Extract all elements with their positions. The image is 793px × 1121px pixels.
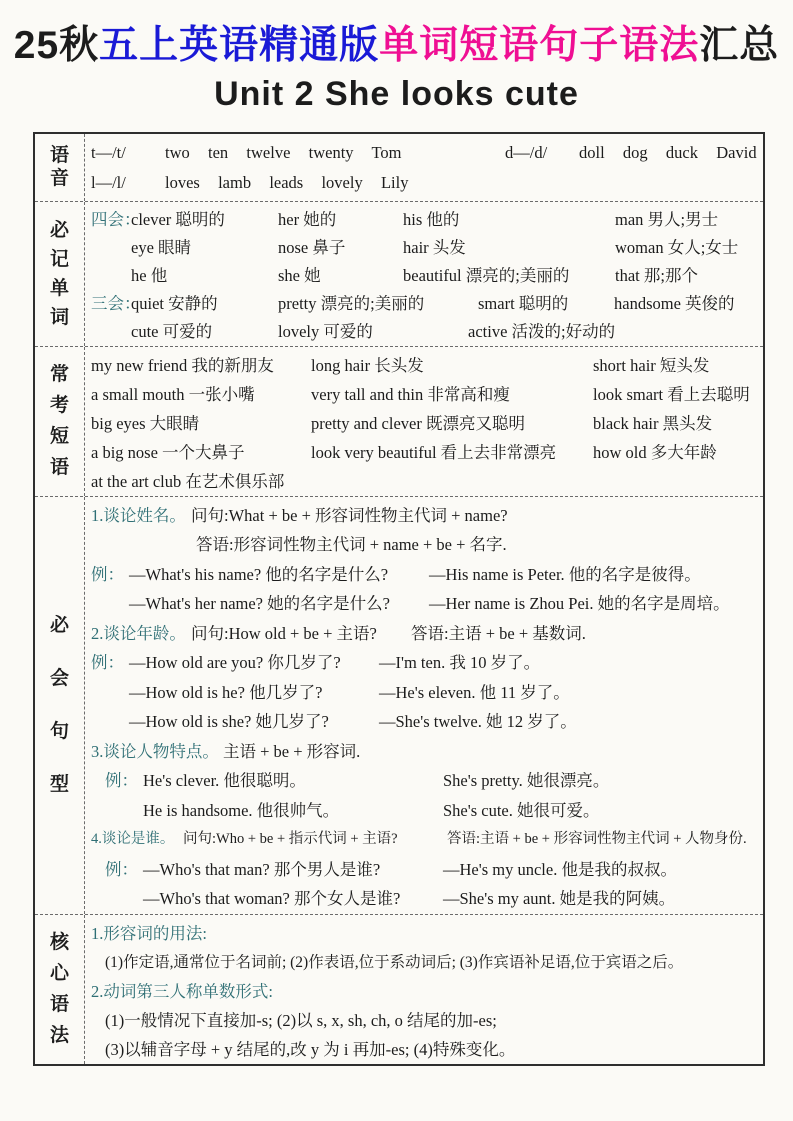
text-segment: woman 女人;女士 [615,237,739,257]
text-segment: —How old is she? 她几岁了? [129,712,329,732]
accent-text: 1.谈论姓名。 [91,505,186,525]
text-segment: —She's my aunt. 她是我的阿姨。 [443,889,676,909]
row-content [85,915,763,1064]
text-segment: lovely 可爱的 [278,321,373,341]
content-line [91,1035,757,1064]
content-line [91,318,757,346]
accent-text: 三会： [91,293,141,313]
row-label [35,497,85,914]
content-line [91,919,757,948]
row-content [85,134,763,201]
accent-text: 四会： [91,209,141,229]
row-label [35,134,85,201]
accent-text: 例： [91,564,124,584]
content-line [91,530,757,560]
table-row [35,201,763,346]
text-segment: a big nose 一个大鼻子 [91,442,245,462]
content-line [91,1006,757,1035]
text-segment: look very beautiful 看上去非常漂亮 [311,442,557,462]
text-segment: —I'm ten. 我 10 岁了。 [379,653,541,673]
text-segment: quiet 安静的 [131,293,218,313]
label-char: 会 [49,668,69,690]
text-segment: eye 眼睛 [131,237,192,257]
text-segment: (1)一般情况下直接加-s; (2)以 s, x, sh, ch, o 结尾的加-es; [105,1010,497,1030]
text-segment: l—/l/ [91,172,126,192]
label-char: 记 [49,248,69,270]
text-segment: (1)作定语,通常位于名词前; (2)作表语,位于系动词后; (3)作宾语补足语,位于宾语之后。 [105,953,684,971]
content-line [91,766,757,796]
text-segment: —What's his name? 他的名字是什么? [129,564,389,584]
text-segment: very tall and thin 非常高和瘦 [311,384,510,404]
text-segment: —She's twelve. 她 12 岁了。 [379,712,577,732]
text-segment: loves lamb leads lovely Lily [165,172,409,192]
text-segment: at the art club 在艺术俱乐部 [91,471,285,491]
text-segment: —He's my uncle. 他是我的叔叔。 [443,859,677,879]
text-segment: 问句:Who + be + 指示代词 + 主语? [183,831,398,848]
label-char: 词 [49,306,69,328]
content-line [91,737,757,767]
content-line [91,467,757,496]
text-segment: cute 可爱的 [131,321,213,341]
content-line [91,825,757,855]
text-segment: smart 聪明的 [478,293,569,313]
content-line [91,438,757,467]
content-line [91,351,757,380]
content-line [91,796,757,826]
label-char: 型 [49,774,69,796]
content-line [91,678,757,708]
content-line [91,855,757,885]
text-segment: He's clever. 他很聪明。 [143,771,306,791]
text-segment: —What's her name? 她的名字是什么? [129,594,390,614]
text-segment: She's cute. 她很可爱。 [443,800,600,820]
text-segment: short hair 短头发 [593,355,710,375]
accent-text: 3.谈论人物特点。 [91,741,219,761]
title-part-topics: 单词短语句子语法 [379,24,700,67]
text-segment: active 活泼的;好动的 [468,321,616,341]
label-char: 短 [49,426,69,448]
text-segment: pretty 漂亮的;美丽的 [278,293,425,313]
text-segment: 问句:How old + be + 主语? [191,623,377,643]
content-line [91,206,757,234]
content-line [91,619,757,649]
label-char: 语 [49,457,69,479]
text-segment: look smart 看上去聪明 [593,384,750,404]
label-char: 语 [49,145,69,167]
text-segment: He is handsome. 他很帅气。 [143,800,340,820]
text-segment: —Who's that man? 那个男人是谁? [143,859,381,879]
text-segment: doll dog duck David [579,142,757,162]
text-segment: big eyes 大眼睛 [91,413,200,433]
page-header [0,24,793,114]
text-segment: 答语:形容词性物主代词 + name + be + 名字. [196,535,507,555]
table-row [35,346,763,496]
text-segment: nose 鼻子 [278,237,346,257]
label-char: 必 [49,219,69,241]
text-segment: 问句:What + be + 形容词性物主代词 + name? [191,505,508,525]
text-segment: two ten twelve twenty Tom [165,142,402,162]
content-line [91,262,757,290]
accent-text: 2.谈论年龄。 [91,623,186,643]
text-segment: man 男人;男士 [615,209,719,229]
text-segment: —Who's that woman? 那个女人是谁? [143,889,401,909]
content-line [91,560,757,590]
accent-text: 1.形容词的用法: [91,923,207,943]
title-part-summary: 汇总 [699,24,780,67]
text-segment: She's pretty. 她很漂亮。 [443,771,610,791]
label-char: 法 [49,1025,69,1047]
title-part-season: 25秋 [13,24,100,67]
content-line [91,234,757,262]
content-line [91,977,757,1006]
content-line [91,884,757,914]
accent-text: 2.动词第三人称单数形式: [91,981,273,1001]
text-segment: —How old are you? 你几岁了? [129,653,341,673]
row-label [35,202,85,346]
label-char: 核 [49,932,69,954]
text-segment: —His name is Peter. 他的名字是彼得。 [429,564,701,584]
content-line [91,501,757,531]
row-label [35,347,85,496]
text-segment: handsome 英俊的 [614,293,735,313]
label-char: 句 [49,721,69,743]
text-segment: he 他 [131,265,168,285]
content-line [91,290,757,318]
accent-text: 例： [105,771,138,791]
text-segment: pretty and clever 既漂亮又聪明 [311,413,525,433]
label-char: 语 [49,994,69,1016]
unit-title: Unit 2 She looks cute [214,74,579,113]
label-char: 考 [49,395,69,417]
label-char: 必 [49,615,69,637]
accent-text: 4.谈论是谁。 [91,831,175,848]
title-part-edition: 五上英语精通版 [99,24,380,67]
content-line [91,589,757,619]
text-segment: his 他的 [403,209,460,229]
content-line [91,138,757,168]
label-char: 心 [49,963,69,985]
text-segment: d—/d/ [505,142,548,162]
row-label [35,915,85,1064]
label-char: 音 [49,168,69,190]
label-char: 常 [49,364,69,386]
text-segment: beautiful 漂亮的;美丽的 [403,265,570,285]
content-line [91,168,757,198]
text-segment: she 她 [278,265,321,285]
text-segment: long hair 长头发 [311,355,424,375]
row-content [85,347,763,496]
content-line [91,707,757,737]
page-title [0,24,793,69]
table-row [35,496,763,914]
accent-text: 例： [91,653,124,673]
text-segment: that 那;那个 [615,265,698,285]
text-segment: how old 多大年龄 [593,442,717,462]
row-content [85,497,763,914]
content-line [91,648,757,678]
text-segment: —Her name is Zhou Pei. 她的名字是周培。 [429,594,730,614]
text-segment: black hair 黑头发 [593,413,713,433]
text-segment: clever 聪明的 [131,209,225,229]
table-row [35,134,763,201]
text-segment: 答语:主语 + be + 基数词. [411,623,586,643]
text-segment: my new friend 我的新朋友 [91,355,274,375]
content-line [91,409,757,438]
row-content [85,202,763,346]
content-line [91,380,757,409]
label-char: 单 [49,277,69,299]
accent-text: 例： [105,859,138,879]
text-segment: her 她的 [278,209,337,229]
text-segment: (3)以辅音字母 + y 结尾的,改 y 为 i 再加-es; (4)特殊变化。 [105,1039,516,1059]
text-segment: 答语:主语 + be + 形容词性物主代词 + 人物身份. [447,831,747,848]
text-segment: a small mouth 一张小嘴 [91,384,255,404]
content-line [91,948,757,977]
text-segment: —How old is he? 他几岁了? [129,682,323,702]
text-segment: hair 头发 [403,237,466,257]
text-segment: t—/t/ [91,142,126,162]
table-row [35,914,763,1064]
text-segment: —He's eleven. 他 11 岁了。 [379,682,570,702]
text-segment: 主语 + be + 形容词. [223,741,361,761]
summary-table [33,132,765,1066]
